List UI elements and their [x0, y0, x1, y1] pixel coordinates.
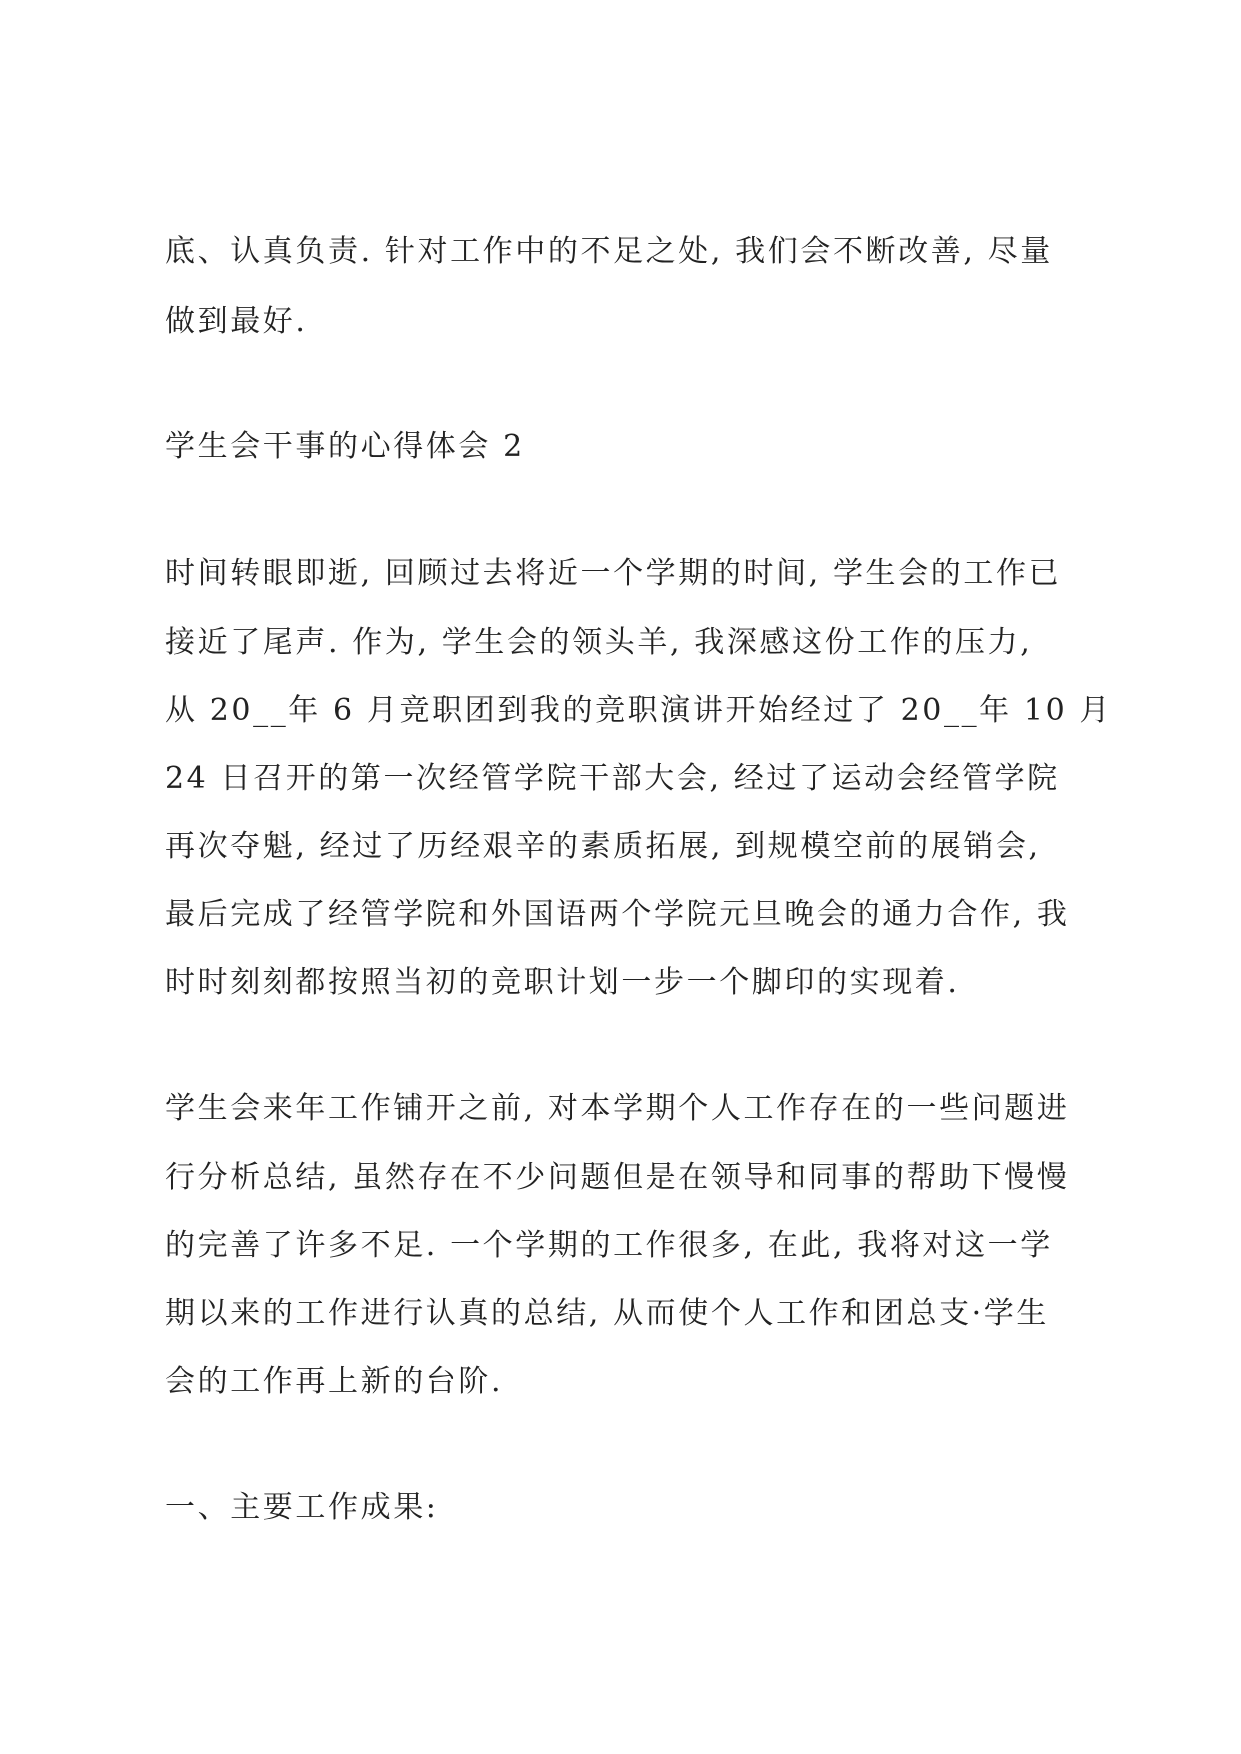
text-line: 时间转眼即逝, 回顾过去将近一个学期的时间, 学生会的工作已	[165, 556, 1062, 591]
text-line: 做到最好.	[165, 304, 308, 339]
text-line: 的完善了许多不足. 一个学期的工作很多, 在此, 我将对这一学	[165, 1228, 1053, 1263]
text-line: 期以来的工作进行认真的总结, 从而使个人工作和团总支·学生	[165, 1296, 1050, 1331]
section-heading: 一、主要工作成果:	[165, 1490, 439, 1525]
text-line: 24 日召开的第一次经管学院干部大会, 经过了运动会经管学院	[165, 761, 1060, 796]
text-line: 接近了尾声. 作为, 学生会的领头羊, 我深感这份工作的压力,	[165, 625, 1033, 660]
text-line: 从 20__年 6 月竞职团到我的竞职演讲开始经过了 20__年 10 月	[165, 693, 1113, 728]
text-line: 再次夺魁, 经过了历经艰辛的素质拓展, 到规模空前的展销会,	[165, 829, 1041, 864]
text-line: 底、认真负责. 针对工作中的不足之处, 我们会不断改善, 尽量	[165, 234, 1053, 269]
text-line: 最后完成了经管学院和外国语两个学院元旦晚会的通力合作, 我	[165, 897, 1070, 932]
text-line: 会的工作再上新的台阶.	[165, 1364, 504, 1399]
text-line: 时时刻刻都按照当初的竞职计划一步一个脚印的实现着.	[165, 965, 960, 1000]
text-line: 行分析总结, 虽然存在不少问题但是在领导和同事的帮助下慢慢	[165, 1160, 1070, 1195]
section-heading: 学生会干事的心得体会 2	[165, 429, 525, 464]
text-line: 学生会来年工作铺开之前, 对本学期个人工作存在的一些问题进	[165, 1091, 1070, 1126]
